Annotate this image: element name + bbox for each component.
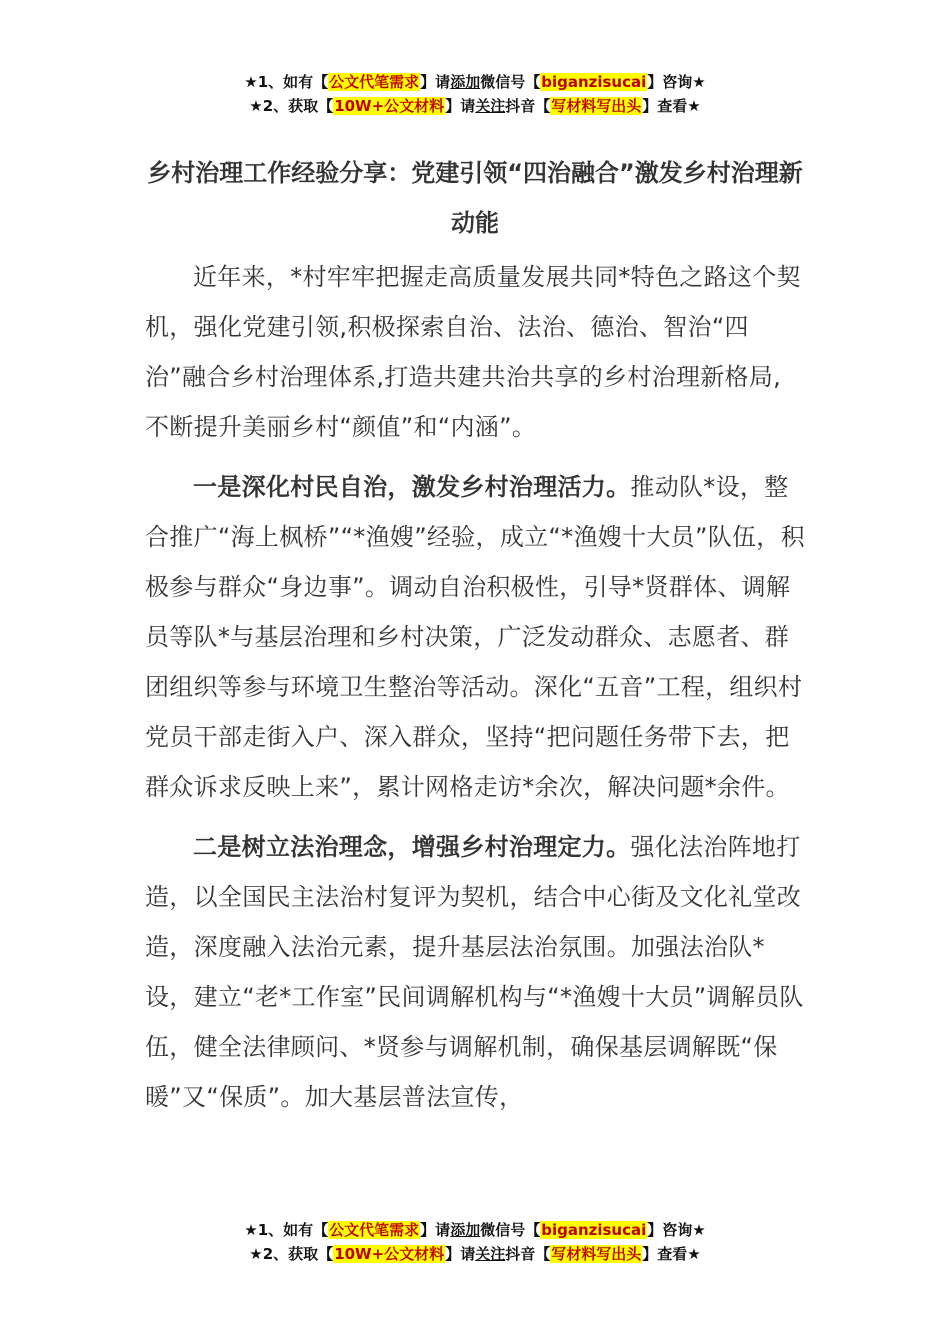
section-paragraph-1 <box>145 462 805 812</box>
bottom-banner <box>0 1218 950 1266</box>
document-title: 乡村治理工作经验分享：党建引领“四治融合”激发乡村治理新动能 <box>147 159 803 237</box>
banner-line-1-bottom: ★1、如有【公文代笔需求】请添加微信号【biganzisucai】咨询★ <box>244 1221 706 1239</box>
section-lead-1: 一是深化村民自治，激发乡村治理活力。 <box>193 473 631 501</box>
document-body <box>145 148 805 1132</box>
section-body-1: 推动队*设，整合推广“海上枫桥”“*渔嫂”经验，成立“*渔嫂十大员”队伍，积极参与群众“身边事”。调动自治积极性，引导*贤群体、调解员等队*与基层治理和乡村决策，广泛发动群众、志愿者、群团组织等参与环境卫生整治等活动。深化“五音”工程，组织村党员干部走街入户、深入群众，坚持“把问题任务带下去，把群众诉求反映上来”，累计网格走访*余次，解决问题*余件。 <box>145 473 805 801</box>
section-lead-2: 二是树立法治理念，增强乡村治理定力。 <box>193 833 631 861</box>
section-body-2: 强化法治阵地打造，以全国民主法治村复评为契机，结合中心街及文化礼堂改造，深度融入法治元素，提升基层法治氛围。加强法治队*设，建立“老*工作室”民间调解机构与“*渔嫂十大员”调解员队伍，健全法律顾问、*贤参与调解机制，确保基层调解既“保暖”又“保质”。加大基层普法宣传， <box>145 833 804 1111</box>
banner-line-2: ★2、获取【10W+公文材料】请关注抖音【写材料写出头】查看★ <box>249 97 701 115</box>
intro-paragraph: 近年来，*村牢牢把握走高质量发展共同*特色之路这个契机，强化党建引领,积极探索自治、法治、德治、智治“四治”融合乡村治理体系,打造共建共治共享的乡村治理新格局,不断提升美丽乡村“颜值”和“内涵”。 <box>145 263 801 441</box>
banner-line-1: ★1、如有【公文代笔需求】请添加微信号【biganzisucai】咨询★ <box>244 73 706 91</box>
top-banner <box>0 70 950 118</box>
section-paragraph-2 <box>145 822 805 1122</box>
banner-line-2-bottom: ★2、获取【10W+公文材料】请关注抖音【写材料写出头】查看★ <box>249 1245 701 1263</box>
